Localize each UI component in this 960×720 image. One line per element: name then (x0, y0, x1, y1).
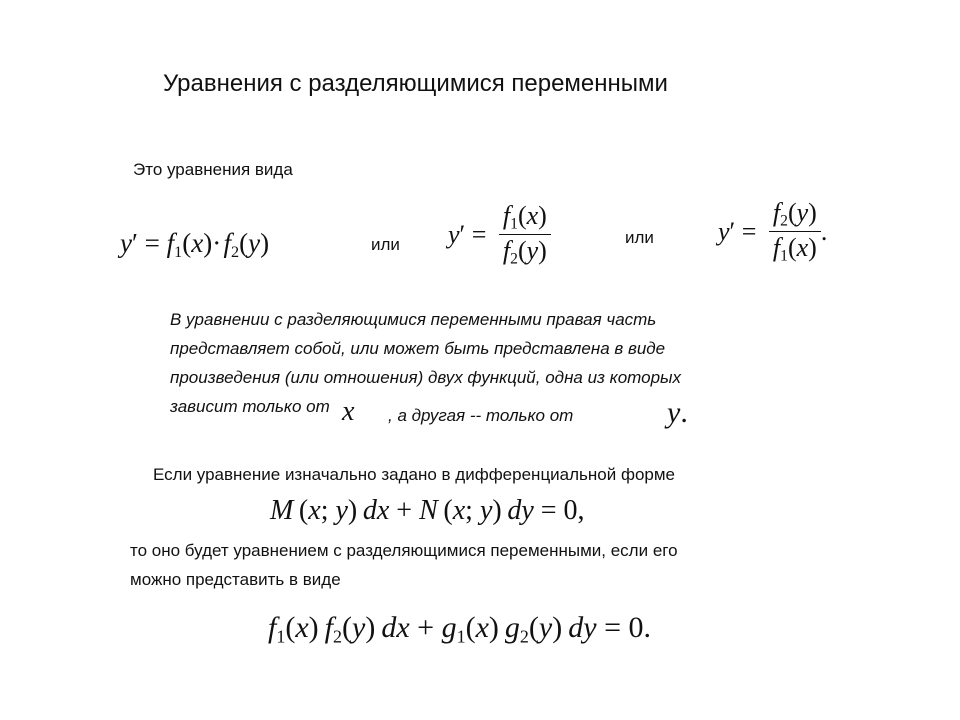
description-line-5: , а другая -- только от (388, 406, 574, 425)
description-var-x: x (342, 396, 355, 427)
or-label-1: или (371, 235, 400, 254)
description-line-1: В уравнении с разделяющимися переменными правая часть (170, 310, 657, 329)
description-var-y-letter: y (667, 396, 681, 429)
slide-title: Уравнения с разделяющимися переменными (163, 70, 668, 97)
intro-text: Это уравнения вида (133, 160, 293, 179)
description-line-2: представляет собой, или может быть представлена в виде (170, 339, 666, 358)
description-var-y (667, 396, 688, 430)
formula-ratio-2-period: . (820, 216, 828, 246)
or-label-2: или (625, 228, 654, 247)
description-var-y-period: . (680, 396, 688, 429)
differential-intro: Если уравнение изначально задано в дифференциальной форме (153, 465, 676, 484)
formula-product: $y' = f_1(x)\cdot$ $f_2(y)$ (120, 228, 270, 261)
formula-ratio-2: y′ = $\frac{f_2(y)}{f_1(x)}$ . (718, 198, 828, 265)
formula-ratio-1: y′ = $\frac{f_1(x)}{f_2(y)}$ (448, 200, 551, 269)
continuation-line-1: то оно будет уравнением с разделяющимися переменными, если его (130, 541, 678, 560)
formula-separated: $f_1(x)$ $f_2(y)$ dx + $g_1(x)$ $g_2(y)$ dy = 0. (268, 611, 651, 647)
description-line-4: зависит только от (170, 397, 330, 416)
description-line-3: произведения (или отношения) двух функций, одна из которых (170, 368, 682, 387)
continuation-line-2: можно представить в виде (130, 570, 341, 589)
formula-differential: M (x; y) dx + N (x; y) dy = 0, (270, 495, 585, 526)
